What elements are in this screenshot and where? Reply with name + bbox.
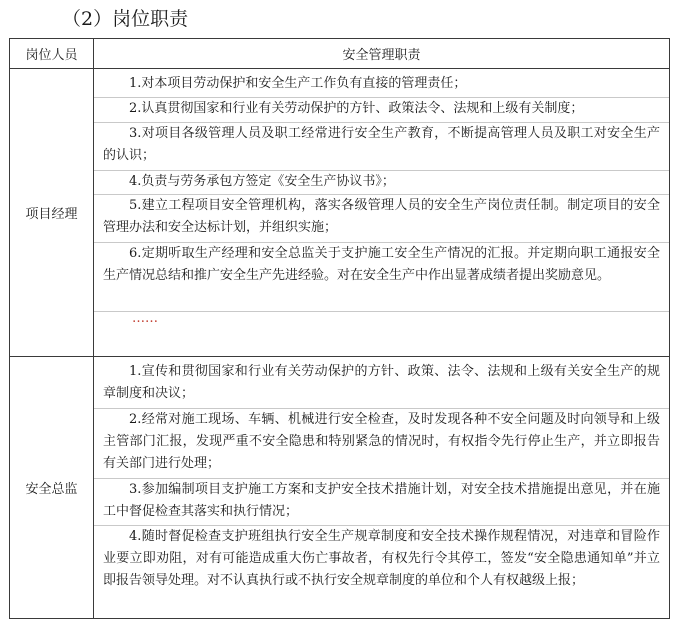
role-project-manager: 项目经理 bbox=[10, 69, 94, 357]
role-safety-director: 安全总监 bbox=[10, 357, 94, 619]
duty-item: 5.建立工程项目安全管理机构，落实各级管理人员的安全生产岗位责任制。制定项目的安全管理办法和安全达标计划，并组织实施； bbox=[94, 195, 669, 243]
column-header-duties: 安全管理职责 bbox=[94, 39, 670, 69]
duty-item: 1.对本项目劳动保护和安全生产工作负有直接的管理责任； bbox=[94, 73, 669, 98]
duty-item: 3.对项目各级管理人员及职工经常进行安全生产教育，不断提高管理人员及职工对安全生产的认识； bbox=[94, 123, 669, 171]
duties-safety-director bbox=[94, 357, 670, 619]
table-row bbox=[10, 69, 670, 357]
duties-table bbox=[9, 38, 670, 619]
column-header-role: 岗位人员 bbox=[10, 39, 94, 69]
duty-item: 1.宣传和贯彻国家和行业有关劳动保护的方针、政策、法令、法规和上级有关安全生产的规章制度和决议； bbox=[94, 361, 669, 409]
duty-item: 4.负责与劳务承包方签定《安全生产协议书》； bbox=[94, 171, 669, 195]
continuation-ellipsis: …… bbox=[132, 311, 158, 326]
duty-item: 6.定期听取生产经理和安全总监关于支护施工安全生产情况的汇报。并定期向职工通报安全生产情况总结和推广安全生产先进经验。对在安全生产中作出显著成绩者提出奖励意见。 bbox=[94, 243, 669, 312]
duties-project-manager bbox=[94, 69, 670, 357]
section-heading: （2）岗位职责 bbox=[62, 8, 189, 30]
duty-item: 2.认真贯彻国家和行业有关劳动保护的方针、政策法令、法规和上级有关制度； bbox=[94, 98, 669, 123]
table-row bbox=[10, 357, 670, 619]
duty-item: 2.经常对施工现场、车辆、机械进行安全检查，及时发现各种不安全问题及时向领导和上级主管部门汇报，发现严重不安全隐患和特别紧急的情况时，有权指令先行停止生产，并立即报告有关部门进行处理； bbox=[94, 409, 669, 479]
table-header-row bbox=[10, 39, 670, 69]
duty-item: 4.随时督促检查支护班组执行安全生产规章制度和安全技术操作规程情况，对违章和冒险作业要立即劝阻，对有可能造成重大伤亡事故者，有权先行令其停工，签发“安全隐患通知单”并立即报告领导处理。对不认真执行或不执行安全规章制度的单位和个人有权越级上报； bbox=[103, 529, 660, 588]
duty-item: 3.参加编制项目支护施工方案和支护安全技术措施计划，对安全技术措施提出意见，并在施工中督促检查其落实和执行情况； bbox=[94, 479, 669, 526]
